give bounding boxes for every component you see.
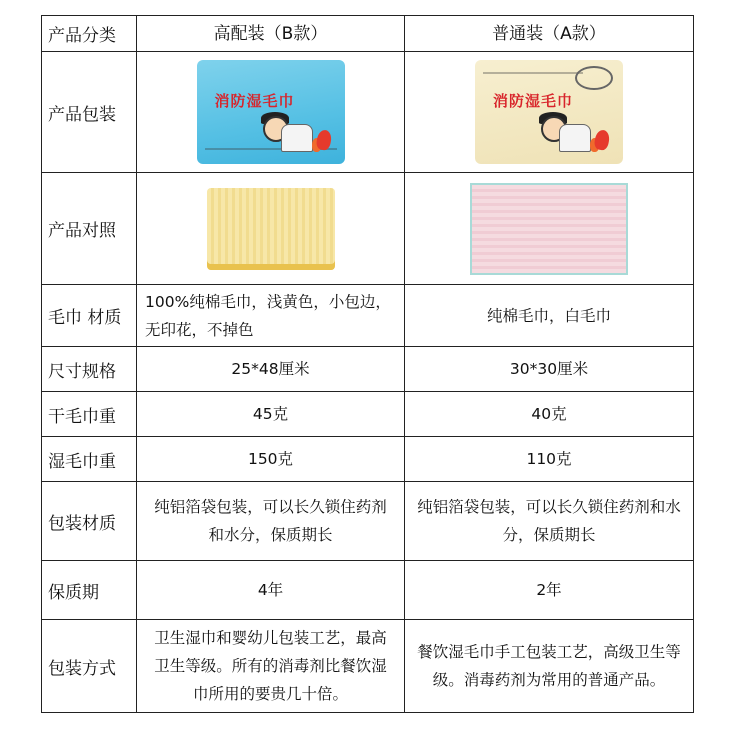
wet-weight-b: 150克 <box>137 437 405 482</box>
comparison-table <box>41 15 694 713</box>
table-row-size <box>42 347 694 392</box>
material-a: 纯棉毛巾，白毛巾 <box>405 285 694 347</box>
dry-weight-b: 45克 <box>137 392 405 437</box>
size-a: 30*30厘米 <box>405 347 694 392</box>
smoke-icon <box>575 66 613 90</box>
table-header-row <box>42 16 694 52</box>
row-label: 包装材质 <box>42 482 137 561</box>
towel-photo-b-cell <box>137 173 405 285</box>
package-image-a <box>475 60 623 164</box>
table-row-wet-weight <box>42 437 694 482</box>
row-label: 产品对照 <box>42 173 137 285</box>
package-a-title: 消防湿毛巾 <box>493 92 574 110</box>
row-label: 包装方式 <box>42 620 137 713</box>
towel-photo-a <box>470 183 628 275</box>
table-row-packaging <box>42 52 694 173</box>
table-row-dry-weight <box>42 392 694 437</box>
package-image-b <box>197 60 345 164</box>
table-row-photo <box>42 173 694 285</box>
table-row-pack-material <box>42 482 694 561</box>
row-label: 干毛巾重 <box>42 392 137 437</box>
package-b-title: 消防湿毛巾 <box>214 92 295 110</box>
shelf-life-b: 4年 <box>137 561 405 620</box>
towel-photo-b <box>207 188 335 270</box>
flame-icon <box>593 129 610 151</box>
header-col-a: 普通装（A款） <box>405 16 694 52</box>
header-category: 产品分类 <box>42 16 137 52</box>
row-label: 保质期 <box>42 561 137 620</box>
wet-weight-a: 110克 <box>405 437 694 482</box>
header-col-b: 高配装（B款） <box>137 16 405 52</box>
row-label: 湿毛巾重 <box>42 437 137 482</box>
table-row-pack-method <box>42 620 694 713</box>
pack-method-a: 餐饮湿毛巾手工包装工艺，高级卫生等级。消毒药剂为常用的普通产品。 <box>405 620 694 713</box>
pack-method-b: 卫生湿巾和婴幼儿包装工艺，最高卫生等级。所有的消毒剂比餐饮湿巾所用的要贵几十倍。 <box>137 620 405 713</box>
size-b: 25*48厘米 <box>137 347 405 392</box>
row-label: 产品包装 <box>42 52 137 173</box>
package-image-b-cell <box>137 52 405 173</box>
pack-material-a: 纯铝箔袋包装，可以长久锁住药剂和水分，保质期长 <box>405 482 694 561</box>
pack-material-b: 纯铝箔袋包装，可以长久锁住药剂和水分，保质期长 <box>137 482 405 561</box>
dry-weight-a: 40克 <box>405 392 694 437</box>
row-label: 尺寸规格 <box>42 347 137 392</box>
package-image-a-cell <box>405 52 694 173</box>
material-b: 100%纯棉毛巾，浅黄色，小包边，无印花，不掉色 <box>137 285 405 347</box>
row-label: 毛巾 材质 <box>42 285 137 347</box>
towel-photo-a-cell <box>405 173 694 285</box>
table-row-shelf-life <box>42 561 694 620</box>
table-row-material <box>42 285 694 347</box>
shelf-life-a: 2年 <box>405 561 694 620</box>
